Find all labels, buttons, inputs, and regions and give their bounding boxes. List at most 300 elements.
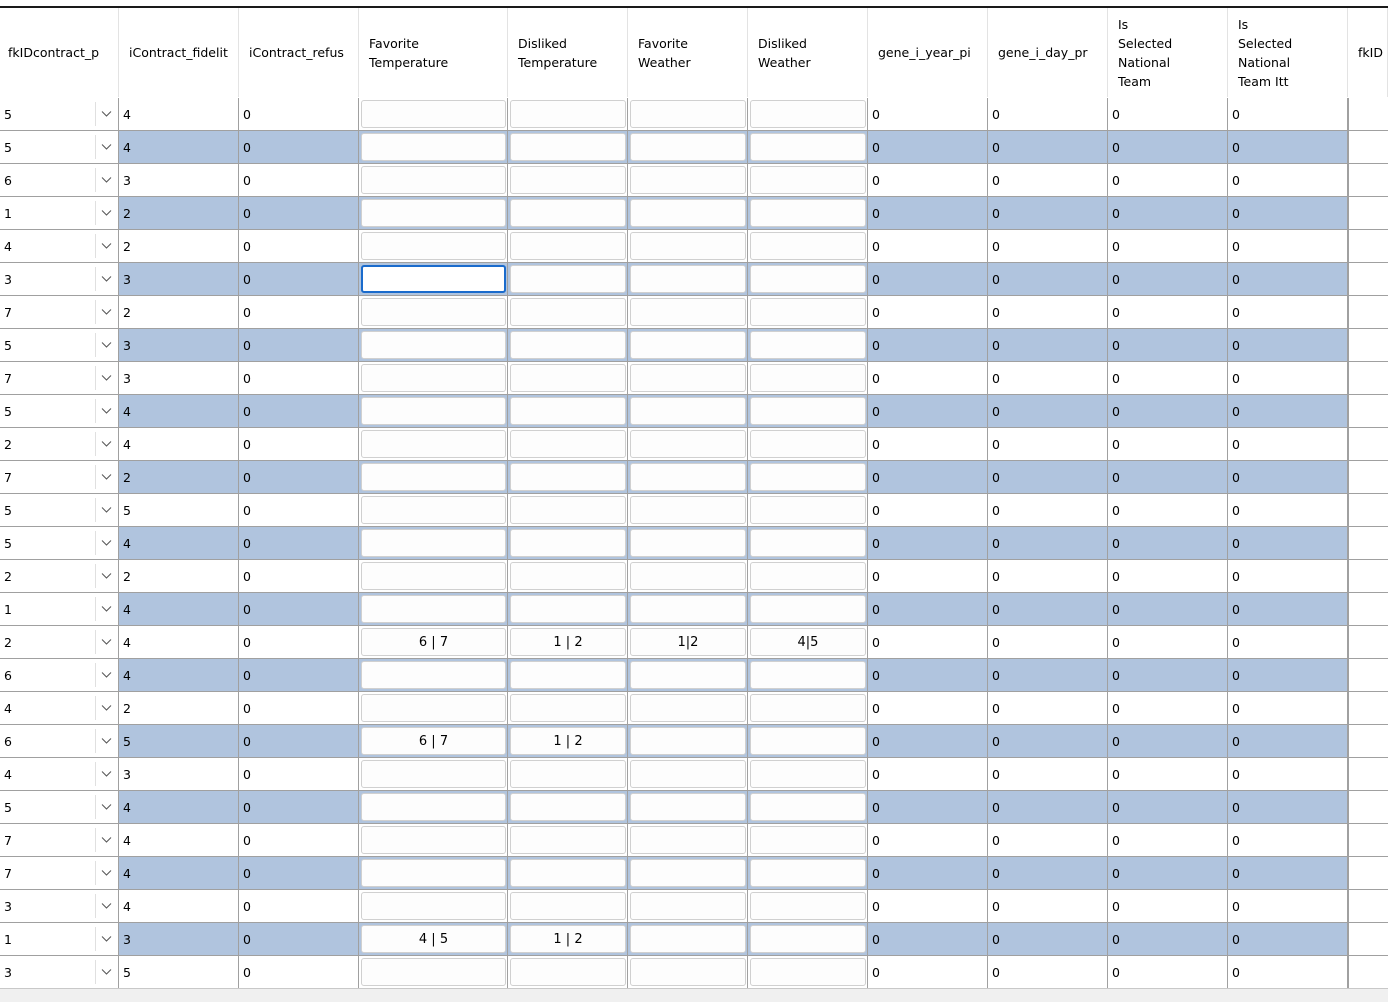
row-overflow-cell[interactable] [1348, 857, 1388, 890]
gene-i-day-cell[interactable] [988, 824, 1108, 857]
gene-i-day-cell[interactable] [988, 857, 1108, 890]
cell-button[interactable] [361, 463, 506, 491]
cell-button[interactable] [750, 100, 866, 128]
favorite-weather-cell[interactable] [628, 890, 748, 923]
table-row[interactable] [0, 230, 1388, 263]
row-overflow-cell[interactable] [1348, 956, 1388, 989]
gene-i-day-cell[interactable] [988, 197, 1108, 230]
fkidcontract-cell[interactable] [0, 857, 119, 890]
cell-button[interactable] [510, 364, 626, 392]
cell-button[interactable] [361, 958, 506, 986]
icontract-fidelit-cell[interactable] [119, 956, 239, 989]
icontract-refus-cell[interactable] [239, 857, 359, 890]
is-selected-national-team-cell[interactable] [1108, 923, 1228, 956]
disliked-weather-cell[interactable] [748, 725, 868, 758]
gene-i-day-cell[interactable] [988, 593, 1108, 626]
icontract-refus-cell[interactable] [239, 197, 359, 230]
is-selected-national-team-cell[interactable] [1108, 98, 1228, 131]
icontract-refus-cell[interactable] [239, 725, 359, 758]
cell-button[interactable] [750, 793, 866, 821]
gene-i-year-cell[interactable] [868, 659, 988, 692]
chevron-down-icon[interactable] [101, 636, 112, 647]
gene-i-year-cell[interactable] [868, 527, 988, 560]
fkidcontract-cell[interactable] [0, 428, 119, 461]
favorite-weather-cell[interactable] [628, 791, 748, 824]
is-selected-national-team-itt-cell[interactable] [1228, 890, 1348, 923]
gene-i-day-cell[interactable] [988, 230, 1108, 263]
is-selected-national-team-cell[interactable] [1108, 560, 1228, 593]
table-row[interactable] [0, 791, 1388, 824]
disliked-weather-cell[interactable] [748, 329, 868, 362]
icontract-fidelit-cell[interactable] [119, 98, 239, 131]
gene-i-day-cell[interactable] [988, 263, 1108, 296]
table-row[interactable] [0, 659, 1388, 692]
icontract-refus-cell[interactable] [239, 890, 359, 923]
header-icontract-refus[interactable] [239, 8, 359, 97]
is-selected-national-team-cell[interactable] [1108, 164, 1228, 197]
cell-button[interactable] [630, 892, 746, 920]
favorite-weather-cell[interactable] [628, 659, 748, 692]
cell-button[interactable] [630, 166, 746, 194]
disliked-temperature-cell[interactable] [508, 527, 628, 560]
header-is-selected-national-team[interactable] [1108, 8, 1228, 97]
chevron-down-icon[interactable] [101, 669, 112, 680]
disliked-temperature-cell[interactable] [508, 725, 628, 758]
cell-button[interactable]: 6 | 7 [361, 628, 506, 656]
favorite-temperature-cell[interactable] [359, 659, 508, 692]
row-overflow-cell[interactable] [1348, 263, 1388, 296]
cell-button[interactable] [630, 826, 746, 854]
row-overflow-cell[interactable] [1348, 98, 1388, 131]
cell-button[interactable] [361, 826, 506, 854]
is-selected-national-team-cell[interactable] [1108, 362, 1228, 395]
cell-button[interactable] [630, 958, 746, 986]
chevron-down-icon[interactable] [101, 570, 112, 581]
icontract-refus-cell[interactable] [239, 527, 359, 560]
is-selected-national-team-cell[interactable] [1108, 296, 1228, 329]
favorite-temperature-cell[interactable] [359, 461, 508, 494]
disliked-temperature-cell[interactable] [508, 263, 628, 296]
icontract-fidelit-cell[interactable] [119, 296, 239, 329]
row-overflow-cell[interactable] [1348, 461, 1388, 494]
cell-button[interactable] [361, 760, 506, 788]
cell-button[interactable] [361, 265, 506, 293]
table-row[interactable] [0, 758, 1388, 791]
gene-i-year-cell[interactable] [868, 890, 988, 923]
icontract-fidelit-cell[interactable] [119, 725, 239, 758]
cell-button[interactable] [750, 892, 866, 920]
disliked-weather-cell[interactable] [748, 461, 868, 494]
cell-button[interactable] [361, 595, 506, 623]
disliked-temperature-cell[interactable] [508, 758, 628, 791]
cell-button[interactable] [750, 661, 866, 689]
favorite-temperature-cell[interactable] [359, 692, 508, 725]
row-overflow-cell[interactable] [1348, 527, 1388, 560]
icontract-refus-cell[interactable] [239, 263, 359, 296]
cell-button[interactable]: 1 | 2 [510, 727, 626, 755]
cell-button[interactable] [630, 133, 746, 161]
table-row[interactable] [0, 593, 1388, 626]
fkidcontract-cell[interactable] [0, 197, 119, 230]
favorite-temperature-cell[interactable] [359, 560, 508, 593]
header-gene-i-year[interactable] [868, 8, 988, 97]
fkidcontract-cell[interactable] [0, 164, 119, 197]
icontract-refus-cell[interactable] [239, 362, 359, 395]
cell-button[interactable] [510, 826, 626, 854]
chevron-down-icon[interactable] [101, 537, 112, 548]
header-gene-i-day[interactable] [988, 8, 1108, 97]
cell-button[interactable] [750, 463, 866, 491]
icontract-fidelit-cell[interactable] [119, 263, 239, 296]
is-selected-national-team-cell[interactable] [1108, 758, 1228, 791]
gene-i-day-cell[interactable] [988, 296, 1108, 329]
favorite-temperature-cell[interactable] [359, 494, 508, 527]
chevron-down-icon[interactable] [101, 504, 112, 515]
favorite-weather-cell[interactable] [628, 263, 748, 296]
favorite-weather-cell[interactable] [628, 395, 748, 428]
disliked-temperature-cell[interactable] [508, 197, 628, 230]
disliked-weather-cell[interactable] [748, 758, 868, 791]
icontract-fidelit-cell[interactable] [119, 824, 239, 857]
cell-button[interactable] [750, 496, 866, 524]
row-overflow-cell[interactable] [1348, 296, 1388, 329]
gene-i-day-cell[interactable] [988, 659, 1108, 692]
cell-button[interactable] [630, 859, 746, 887]
row-overflow-cell[interactable] [1348, 560, 1388, 593]
cell-button[interactable] [510, 133, 626, 161]
cell-button[interactable] [361, 529, 506, 557]
icontract-fidelit-cell[interactable] [119, 659, 239, 692]
is-selected-national-team-cell[interactable] [1108, 461, 1228, 494]
favorite-weather-cell[interactable] [628, 362, 748, 395]
favorite-temperature-cell[interactable] [359, 890, 508, 923]
cell-button[interactable] [510, 331, 626, 359]
table-row[interactable] [0, 626, 1388, 659]
disliked-weather-cell[interactable] [748, 923, 868, 956]
fkidcontract-cell[interactable] [0, 791, 119, 824]
favorite-temperature-cell[interactable] [359, 527, 508, 560]
icontract-refus-cell[interactable] [239, 329, 359, 362]
row-overflow-cell[interactable] [1348, 626, 1388, 659]
table-row[interactable] [0, 428, 1388, 461]
icontract-refus-cell[interactable] [239, 560, 359, 593]
row-overflow-cell[interactable] [1348, 329, 1388, 362]
favorite-temperature-cell[interactable] [359, 791, 508, 824]
favorite-temperature-cell[interactable] [359, 857, 508, 890]
gene-i-year-cell[interactable] [868, 461, 988, 494]
gene-i-year-cell[interactable] [868, 197, 988, 230]
disliked-temperature-cell[interactable] [508, 890, 628, 923]
disliked-weather-cell[interactable] [748, 296, 868, 329]
is-selected-national-team-itt-cell[interactable] [1228, 263, 1348, 296]
is-selected-national-team-cell[interactable] [1108, 692, 1228, 725]
gene-i-year-cell[interactable] [868, 923, 988, 956]
table-row[interactable] [0, 461, 1388, 494]
is-selected-national-team-itt-cell[interactable] [1228, 131, 1348, 164]
disliked-temperature-cell[interactable] [508, 824, 628, 857]
disliked-weather-cell[interactable] [748, 791, 868, 824]
cell-button[interactable] [750, 595, 866, 623]
icontract-refus-cell[interactable] [239, 791, 359, 824]
disliked-weather-cell[interactable] [748, 197, 868, 230]
gene-i-year-cell[interactable] [868, 626, 988, 659]
cell-button[interactable] [750, 298, 866, 326]
gene-i-year-cell[interactable] [868, 131, 988, 164]
is-selected-national-team-itt-cell[interactable] [1228, 527, 1348, 560]
cell-button[interactable] [361, 397, 506, 425]
favorite-weather-cell[interactable] [628, 692, 748, 725]
row-overflow-cell[interactable] [1348, 593, 1388, 626]
favorite-temperature-cell[interactable] [359, 164, 508, 197]
icontract-fidelit-cell[interactable] [119, 461, 239, 494]
icontract-refus-cell[interactable] [239, 98, 359, 131]
table-row[interactable] [0, 560, 1388, 593]
icontract-fidelit-cell[interactable] [119, 626, 239, 659]
is-selected-national-team-itt-cell[interactable] [1228, 725, 1348, 758]
favorite-weather-cell[interactable] [628, 329, 748, 362]
is-selected-national-team-itt-cell[interactable] [1228, 758, 1348, 791]
gene-i-year-cell[interactable] [868, 362, 988, 395]
table-row[interactable] [0, 890, 1388, 923]
icontract-refus-cell[interactable] [239, 428, 359, 461]
cell-button[interactable] [361, 298, 506, 326]
is-selected-national-team-cell[interactable] [1108, 263, 1228, 296]
favorite-weather-cell[interactable] [628, 758, 748, 791]
fkidcontract-cell[interactable] [0, 461, 119, 494]
fkidcontract-cell[interactable] [0, 494, 119, 527]
cell-button[interactable] [630, 331, 746, 359]
favorite-weather-cell[interactable] [628, 593, 748, 626]
favorite-weather-cell[interactable] [628, 527, 748, 560]
table-row[interactable] [0, 956, 1388, 989]
icontract-refus-cell[interactable] [239, 956, 359, 989]
gene-i-day-cell[interactable] [988, 461, 1108, 494]
fkidcontract-cell[interactable] [0, 98, 119, 131]
favorite-temperature-cell[interactable] [359, 725, 508, 758]
gene-i-year-cell[interactable] [868, 395, 988, 428]
cell-button[interactable] [361, 364, 506, 392]
is-selected-national-team-cell[interactable] [1108, 626, 1228, 659]
table-row[interactable] [0, 527, 1388, 560]
favorite-temperature-cell[interactable] [359, 197, 508, 230]
cell-button[interactable] [630, 562, 746, 590]
is-selected-national-team-cell[interactable] [1108, 197, 1228, 230]
chevron-down-icon[interactable] [101, 339, 112, 350]
favorite-temperature-cell[interactable] [359, 923, 508, 956]
cell-button[interactable] [510, 100, 626, 128]
table-row[interactable] [0, 725, 1388, 758]
header-is-selected-national-team-itt[interactable] [1228, 8, 1348, 97]
cell-button[interactable] [630, 694, 746, 722]
gene-i-year-cell[interactable] [868, 758, 988, 791]
gene-i-year-cell[interactable] [868, 791, 988, 824]
cell-button[interactable] [361, 430, 506, 458]
header-disliked-temperature[interactable] [508, 8, 628, 97]
disliked-weather-cell[interactable] [748, 593, 868, 626]
is-selected-national-team-cell[interactable] [1108, 329, 1228, 362]
favorite-weather-cell[interactable] [628, 626, 748, 659]
fkidcontract-cell[interactable] [0, 923, 119, 956]
disliked-weather-cell[interactable] [748, 164, 868, 197]
favorite-temperature-cell[interactable] [359, 296, 508, 329]
table-row[interactable] [0, 263, 1388, 296]
icontract-refus-cell[interactable] [239, 230, 359, 263]
favorite-weather-cell[interactable] [628, 494, 748, 527]
favorite-weather-cell[interactable] [628, 725, 748, 758]
chevron-down-icon[interactable] [101, 603, 112, 614]
cell-button[interactable] [630, 232, 746, 260]
is-selected-national-team-cell[interactable] [1108, 494, 1228, 527]
is-selected-national-team-itt-cell[interactable] [1228, 692, 1348, 725]
chevron-down-icon[interactable] [101, 471, 112, 482]
is-selected-national-team-itt-cell[interactable] [1228, 593, 1348, 626]
row-overflow-cell[interactable] [1348, 230, 1388, 263]
disliked-weather-cell[interactable] [748, 362, 868, 395]
disliked-temperature-cell[interactable] [508, 692, 628, 725]
cell-button[interactable] [361, 133, 506, 161]
favorite-weather-cell[interactable] [628, 131, 748, 164]
chevron-down-icon[interactable] [101, 867, 112, 878]
header-icontract-fidelit[interactable] [119, 8, 239, 97]
icontract-refus-cell[interactable] [239, 593, 359, 626]
cell-button[interactable] [630, 199, 746, 227]
disliked-weather-cell[interactable] [748, 428, 868, 461]
icontract-refus-cell[interactable] [239, 824, 359, 857]
row-overflow-cell[interactable] [1348, 659, 1388, 692]
favorite-weather-cell[interactable] [628, 164, 748, 197]
cell-button[interactable] [361, 562, 506, 590]
table-row[interactable] [0, 692, 1388, 725]
icontract-fidelit-cell[interactable] [119, 494, 239, 527]
favorite-temperature-cell[interactable] [359, 758, 508, 791]
disliked-temperature-cell[interactable] [508, 296, 628, 329]
icontract-fidelit-cell[interactable] [119, 890, 239, 923]
row-overflow-cell[interactable] [1348, 164, 1388, 197]
chevron-down-icon[interactable] [101, 108, 112, 119]
cell-button[interactable] [361, 199, 506, 227]
cell-button[interactable] [510, 199, 626, 227]
gene-i-day-cell[interactable] [988, 395, 1108, 428]
disliked-temperature-cell[interactable] [508, 329, 628, 362]
fkidcontract-cell[interactable] [0, 131, 119, 164]
table-row[interactable] [0, 923, 1388, 956]
cell-button[interactable] [750, 958, 866, 986]
cell-button[interactable] [750, 925, 866, 953]
disliked-temperature-cell[interactable] [508, 461, 628, 494]
header-fkid[interactable] [1348, 8, 1388, 97]
chevron-down-icon[interactable] [101, 141, 112, 152]
disliked-weather-cell[interactable] [748, 857, 868, 890]
gene-i-day-cell[interactable] [988, 626, 1108, 659]
cell-button[interactable] [510, 529, 626, 557]
is-selected-national-team-cell[interactable] [1108, 527, 1228, 560]
gene-i-year-cell[interactable] [868, 230, 988, 263]
gene-i-day-cell[interactable] [988, 527, 1108, 560]
icontract-refus-cell[interactable] [239, 494, 359, 527]
icontract-fidelit-cell[interactable] [119, 197, 239, 230]
header-favorite-temperature[interactable] [359, 8, 508, 97]
chevron-down-icon[interactable] [101, 240, 112, 251]
is-selected-national-team-cell[interactable] [1108, 956, 1228, 989]
chevron-down-icon[interactable] [101, 834, 112, 845]
favorite-temperature-cell[interactable] [359, 98, 508, 131]
chevron-down-icon[interactable] [101, 801, 112, 812]
gene-i-year-cell[interactable] [868, 329, 988, 362]
cell-button[interactable] [750, 859, 866, 887]
disliked-temperature-cell[interactable] [508, 923, 628, 956]
icontract-refus-cell[interactable] [239, 758, 359, 791]
cell-button[interactable] [361, 694, 506, 722]
is-selected-national-team-cell[interactable] [1108, 857, 1228, 890]
favorite-weather-cell[interactable] [628, 857, 748, 890]
gene-i-year-cell[interactable] [868, 824, 988, 857]
is-selected-national-team-cell[interactable] [1108, 230, 1228, 263]
fkidcontract-cell[interactable] [0, 230, 119, 263]
fkidcontract-cell[interactable] [0, 296, 119, 329]
cell-button[interactable] [510, 760, 626, 788]
disliked-weather-cell[interactable] [748, 527, 868, 560]
row-overflow-cell[interactable] [1348, 791, 1388, 824]
header-favorite-weather[interactable] [628, 8, 748, 97]
is-selected-national-team-cell[interactable] [1108, 395, 1228, 428]
gene-i-year-cell[interactable] [868, 263, 988, 296]
is-selected-national-team-itt-cell[interactable] [1228, 197, 1348, 230]
row-overflow-cell[interactable] [1348, 890, 1388, 923]
gene-i-day-cell[interactable] [988, 428, 1108, 461]
is-selected-national-team-itt-cell[interactable] [1228, 461, 1348, 494]
chevron-down-icon[interactable] [101, 273, 112, 284]
disliked-temperature-cell[interactable] [508, 593, 628, 626]
row-overflow-cell[interactable] [1348, 758, 1388, 791]
favorite-weather-cell[interactable] [628, 461, 748, 494]
gene-i-year-cell[interactable] [868, 296, 988, 329]
cell-button[interactable] [750, 331, 866, 359]
icontract-fidelit-cell[interactable] [119, 527, 239, 560]
disliked-weather-cell[interactable] [748, 659, 868, 692]
header-fkidcontract[interactable] [0, 8, 119, 97]
disliked-temperature-cell[interactable] [508, 956, 628, 989]
gene-i-year-cell[interactable] [868, 956, 988, 989]
favorite-temperature-cell[interactable] [359, 395, 508, 428]
cell-button[interactable] [630, 430, 746, 458]
cell-button[interactable] [510, 430, 626, 458]
gene-i-day-cell[interactable] [988, 956, 1108, 989]
gene-i-day-cell[interactable] [988, 362, 1108, 395]
cell-button[interactable] [361, 892, 506, 920]
fkidcontract-cell[interactable] [0, 263, 119, 296]
disliked-temperature-cell[interactable] [508, 230, 628, 263]
cell-button[interactable] [630, 496, 746, 524]
chevron-down-icon[interactable] [101, 174, 112, 185]
is-selected-national-team-itt-cell[interactable] [1228, 791, 1348, 824]
cell-button[interactable]: 1 | 2 [510, 925, 626, 953]
table-row[interactable] [0, 395, 1388, 428]
fkidcontract-cell[interactable] [0, 758, 119, 791]
icontract-fidelit-cell[interactable] [119, 230, 239, 263]
cell-button[interactable] [630, 529, 746, 557]
fkidcontract-cell[interactable] [0, 527, 119, 560]
chevron-down-icon[interactable] [101, 702, 112, 713]
icontract-refus-cell[interactable] [239, 395, 359, 428]
cell-button[interactable] [361, 496, 506, 524]
favorite-temperature-cell[interactable] [359, 956, 508, 989]
gene-i-day-cell[interactable] [988, 164, 1108, 197]
disliked-weather-cell[interactable] [748, 494, 868, 527]
gene-i-year-cell[interactable] [868, 164, 988, 197]
favorite-weather-cell[interactable] [628, 230, 748, 263]
disliked-temperature-cell[interactable] [508, 626, 628, 659]
icontract-fidelit-cell[interactable] [119, 692, 239, 725]
